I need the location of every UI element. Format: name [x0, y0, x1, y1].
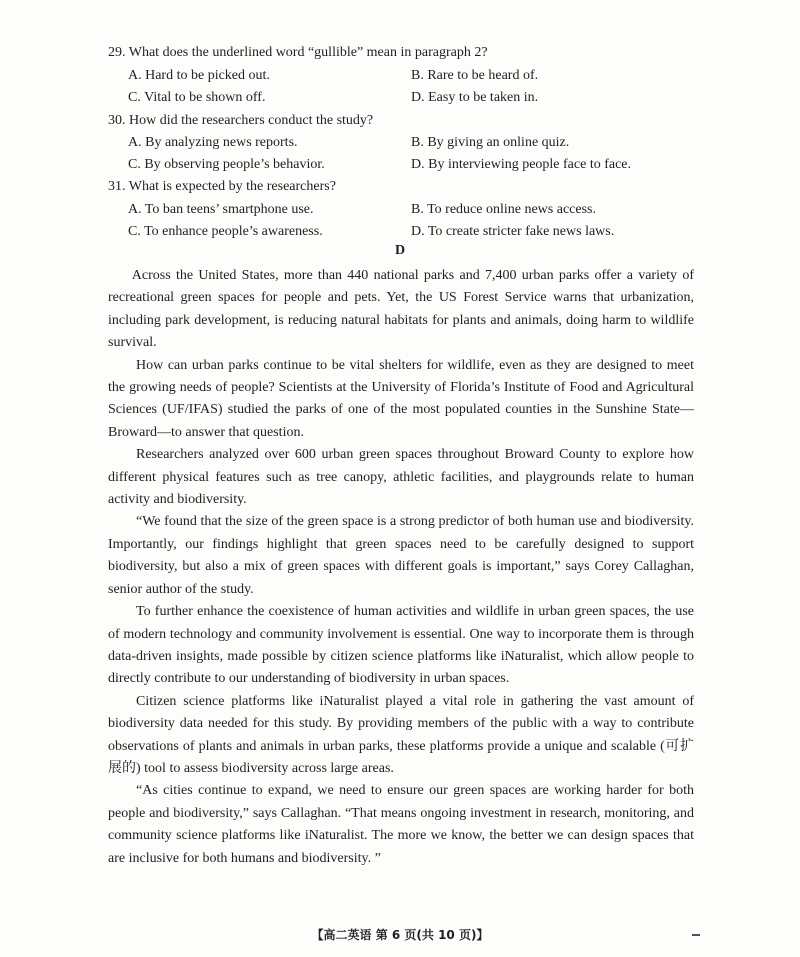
- question-30-option-a: A. By analyzing news reports.: [128, 135, 298, 150]
- question-30-option-b: B. By giving an online quiz.: [411, 135, 570, 150]
- corner-mark: [692, 934, 700, 936]
- question-31: 31. What is expected by the researchers?: [108, 179, 336, 194]
- question-31-option-d: D. To create stricter fake news laws.: [411, 224, 615, 239]
- section-heading: D: [394, 243, 406, 258]
- passage-paragraph: Citizen science platforms like iNaturalist played a vital role in gathering the vast amount of biodiversity data needed for this study. By providing members of the public with a way to contribute observations of plants and animals in urban parks, these platforms provide a unique and scalable (可扩展的) tool to assess biodiversity across large areas.: [108, 693, 694, 776]
- passage-paragraph: To further enhance the coexistence of human activities and wildlife in urban green spaces, the use of modern technology and community involvement is essential. One way to incorporate them is through data-driven insights, made possible by citizen science platforms like iNaturalist, which allow people to directly contribute to our understanding of biodiversity in urban spaces.: [108, 604, 694, 687]
- question-29-option-b: B. Rare to be heard of.: [411, 68, 539, 83]
- question-30-option-c: C. By observing people’s behavior.: [128, 157, 325, 172]
- passage-paragraph: “As cities continue to expand, we need to ensure our green spaces are working harder for both people and biodiversity,” says Callaghan. “That means ongoing investment in research, monitoring, and community science platforms like iNaturalist. The more we know, the better we can design spaces that are inclusive for both humans and biodiversity. ”: [108, 783, 694, 866]
- question-31-option-b: B. To reduce online news access.: [411, 202, 596, 217]
- page-footer: 【高二英语 第 6 页(共 10 页)】: [311, 928, 489, 942]
- passage-paragraph: How can urban parks continue to be vital shelters for wildlife, even as they are designed to meet the growing needs of people? Scientists at the University of Florida’s Institute of Food and Agricultural Sciences (UF/IFAS) studied the parks of one of the most populated counties in the Sunshine State—Broward—to answer that question.: [108, 357, 694, 440]
- question-29-option-d: D. Easy to be taken in.: [411, 90, 539, 105]
- question-31-option-c: C. To enhance people’s awareness.: [128, 224, 323, 239]
- passage-paragraph: “We found that the size of the green space is a strong predictor of both human use and biodiversity. Importantly, our findings highlight that green spaces need to be carefully designed to support biodiversity, but also a mix of green spaces with different goals is important,” says Corey Callaghan, senior author of the study.: [108, 514, 694, 597]
- question-29-option-c: C. Vital to be shown off.: [128, 90, 266, 105]
- question-30: 30. How did the researchers conduct the study?: [108, 113, 374, 128]
- passage-paragraph: Across the United States, more than 440 national parks and 7,400 urban parks offer a variety of recreational green spaces for people and pets. Yet, the US Forest Service warns that urbanization, including park development, is reducing natural habitats for plants and animals, doing harm to wildlife survival.: [108, 268, 694, 351]
- question-30-option-d: D. By interviewing people face to face.: [411, 157, 632, 172]
- passage-paragraph: Researchers analyzed over 600 urban green spaces throughout Broward County to explore how different physical features such as tree canopy, athletic facilities, and playgrounds relate to human activity and biodiversity.: [108, 447, 694, 508]
- reading-passage: [108, 265, 694, 870]
- question-31-option-a: A. To ban teens’ smartphone use.: [128, 202, 314, 217]
- question-29: 29. What does the underlined word “gullible” mean in paragraph 2?: [108, 45, 488, 60]
- question-29-option-a: A. Hard to be picked out.: [128, 68, 270, 83]
